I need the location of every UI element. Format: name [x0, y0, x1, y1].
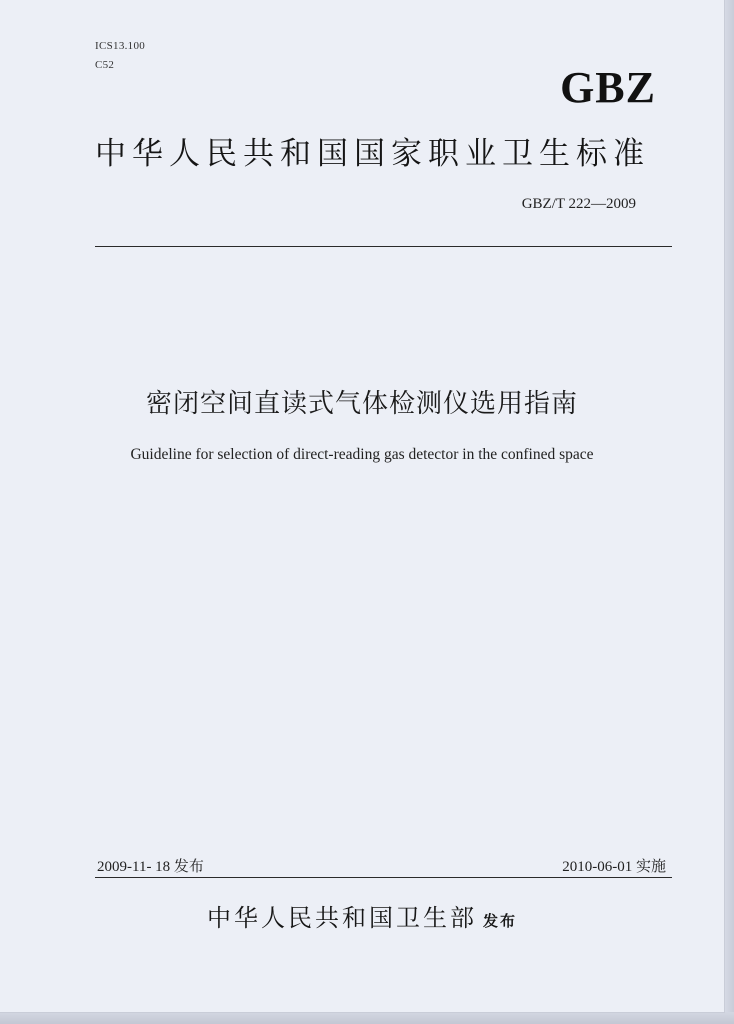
header-divider	[95, 246, 672, 247]
ccs-code: C52	[95, 59, 115, 71]
scan-bottom-edge	[0, 1012, 734, 1024]
standard-type-heading: 中华人民共和国国家职业卫生标准	[95, 136, 650, 172]
document-title-english: Guideline for selection of direct-reading gas detector in the confined space	[130, 446, 594, 463]
scan-edge	[724, 0, 734, 1024]
classification-codes	[95, 37, 145, 75]
document-title-chinese: 密闭空间直读式气体检测仪选用指南	[145, 389, 578, 419]
issuer-name: 中华人民共和国卫生部	[206, 904, 477, 932]
standard-number: GBZ/T 222—2009	[521, 196, 636, 212]
ics-code: ICS13.100	[95, 40, 146, 52]
issue-date: 2009-11- 18 发布	[97, 859, 204, 875]
gbz-logo: GBZ	[560, 63, 656, 112]
issuing-authority	[0, 898, 724, 933]
footer-divider	[95, 877, 672, 878]
issuer-suffix: 发布	[482, 912, 517, 930]
implementation-date: 2010-06-01 实施	[562, 859, 666, 875]
